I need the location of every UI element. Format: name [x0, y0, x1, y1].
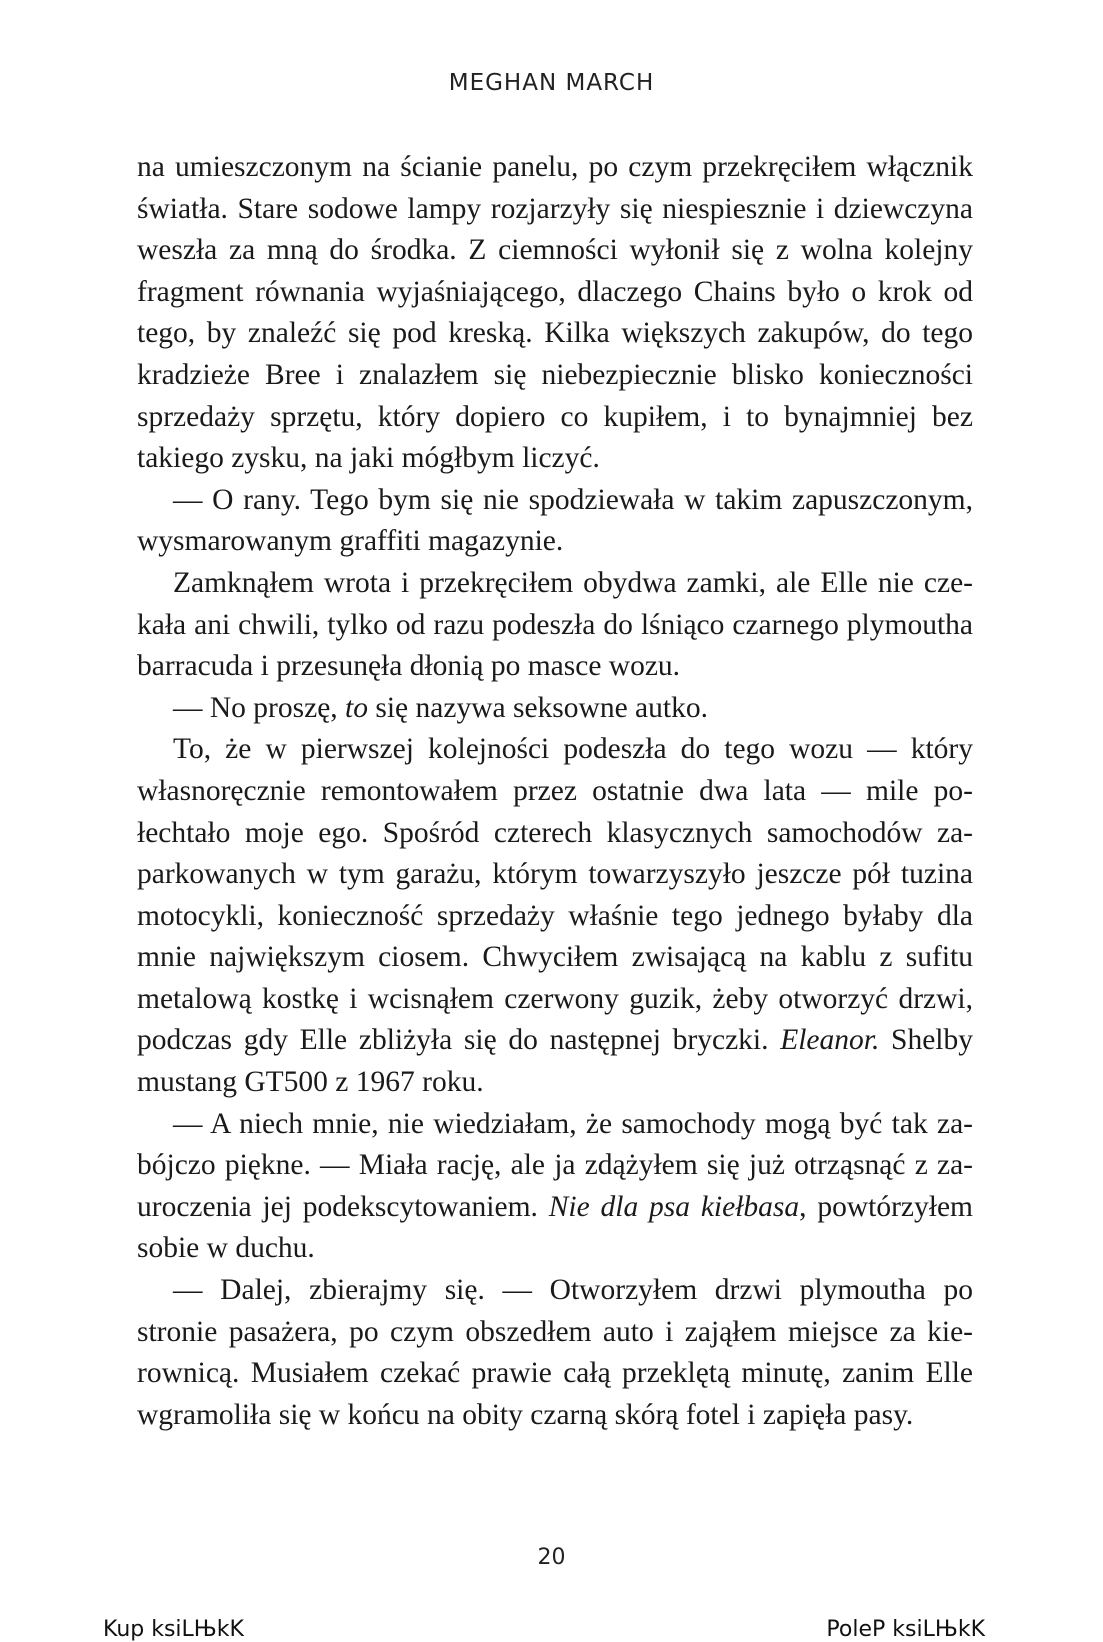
paragraph-5-text-b: Shelby mustang GT500 z 1967 roku. — [137, 1024, 973, 1099]
paragraph-6-emphasis: Nie dla psa kiełbasa — [548, 1190, 800, 1223]
paragraph-2 — [137, 480, 973, 563]
paragraph-2-text: — O rany. Tego bym się nie spodziewała w takim zapuszczonym, wysmarowanym graffiti magazynie. — [137, 483, 973, 558]
paragraph-4-text-a: — No proszę, — [173, 691, 346, 724]
paragraph-5-emphasis: Eleanor. — [780, 1024, 880, 1057]
page-number: 20 — [537, 1545, 566, 1570]
paragraph-5 — [137, 729, 973, 1103]
paragraph-4 — [137, 688, 973, 730]
paragraph-6-text-b: , powtórzyłem sobie w duchu. — [137, 1190, 973, 1265]
running-head: MEGHAN MARCH — [448, 70, 655, 96]
paragraph-6 — [137, 1104, 973, 1270]
body-text — [137, 147, 973, 1436]
paragraph-1-text: na umieszczonym na ścianie panelu, po czym przekręciłem włącznik światła. Stare sodowe lampy rozjarzyły się niespiesznie i dziewczyna weszła za mną do środka. Z ciemności wyłonił się z wolna kolejny fragment równania wyjaśniającego, dlaczego Chains było o krok od tego, by znaleźć się pod kreską. Kilka większych zakupów, do tego kradzieże Bree i znalazłem się niebezpiecznie blisko konieczności sprzedaży sprzętu, który dopiero co kupiłem, i to bynajmniej bez takiego zysku, na jaki mógłbym liczyć. — [137, 151, 973, 475]
paragraph-1 — [137, 147, 973, 480]
recommend-book-link[interactable]: PoleP ksiLЊkK — [826, 1617, 985, 1642]
paragraph-4-text-b: się nazywa seksowne autko. — [368, 691, 708, 724]
paragraph-6-text-a: — A niech mnie, nie wiedziałam, że samochody mogą być tak zabójczo piękne. — Miała rację, ale ja zdążyłem się już otrząsnąć z zauroczenia jej podekscytowaniem. — [137, 1107, 973, 1223]
paragraph-7-text: — Dalej, zbierajmy się. — Otworzyłem drzwi plymoutha po stronie pasażera, po czym obszedłem auto i zająłem miejsce za kierownicą. Musiałem czekać prawie całą przeklętą minutę, zanim Elle wgramoliła się w końcu na obity czarną skórą fotel i zapięła pasy. — [137, 1274, 973, 1431]
paragraph-4-emphasis: to — [345, 691, 368, 724]
paragraph-3 — [137, 563, 973, 688]
buy-book-link[interactable]: Kup ksiLЊkK — [103, 1617, 244, 1642]
paragraph-3-text: Zamknąłem wrota i przekręciłem obydwa zamki, ale Elle nie czekała ani chwili, tylko od razu podeszła do lśniąco czarnego plymoutha barracuda i przesunęła dłonią po masce wozu. — [137, 566, 973, 683]
paragraph-5-text-a: To, że w pierwszej kolejności podeszła do tego wozu — który własnoręcznie remontowałem przez ostatnie dwa lata — mile połechtało moje ego. Spośród czterech klasycznych samochodów zaparkowanych w tym garażu, którym towarzyszyło jeszcze pół tuzina motocykli, konieczność sprzedaży właśnie tego jednego byłaby dla mnie największym ciosem. Chwyciłem zwisającą na kablu z sufitu metalową kostkę i wcisnąłem czerwony guzik, żeby otworzyć drzwi, podczas gdy Elle zbliżyła się do następnej bryczki. — [137, 733, 973, 1057]
paragraph-7 — [137, 1270, 973, 1436]
